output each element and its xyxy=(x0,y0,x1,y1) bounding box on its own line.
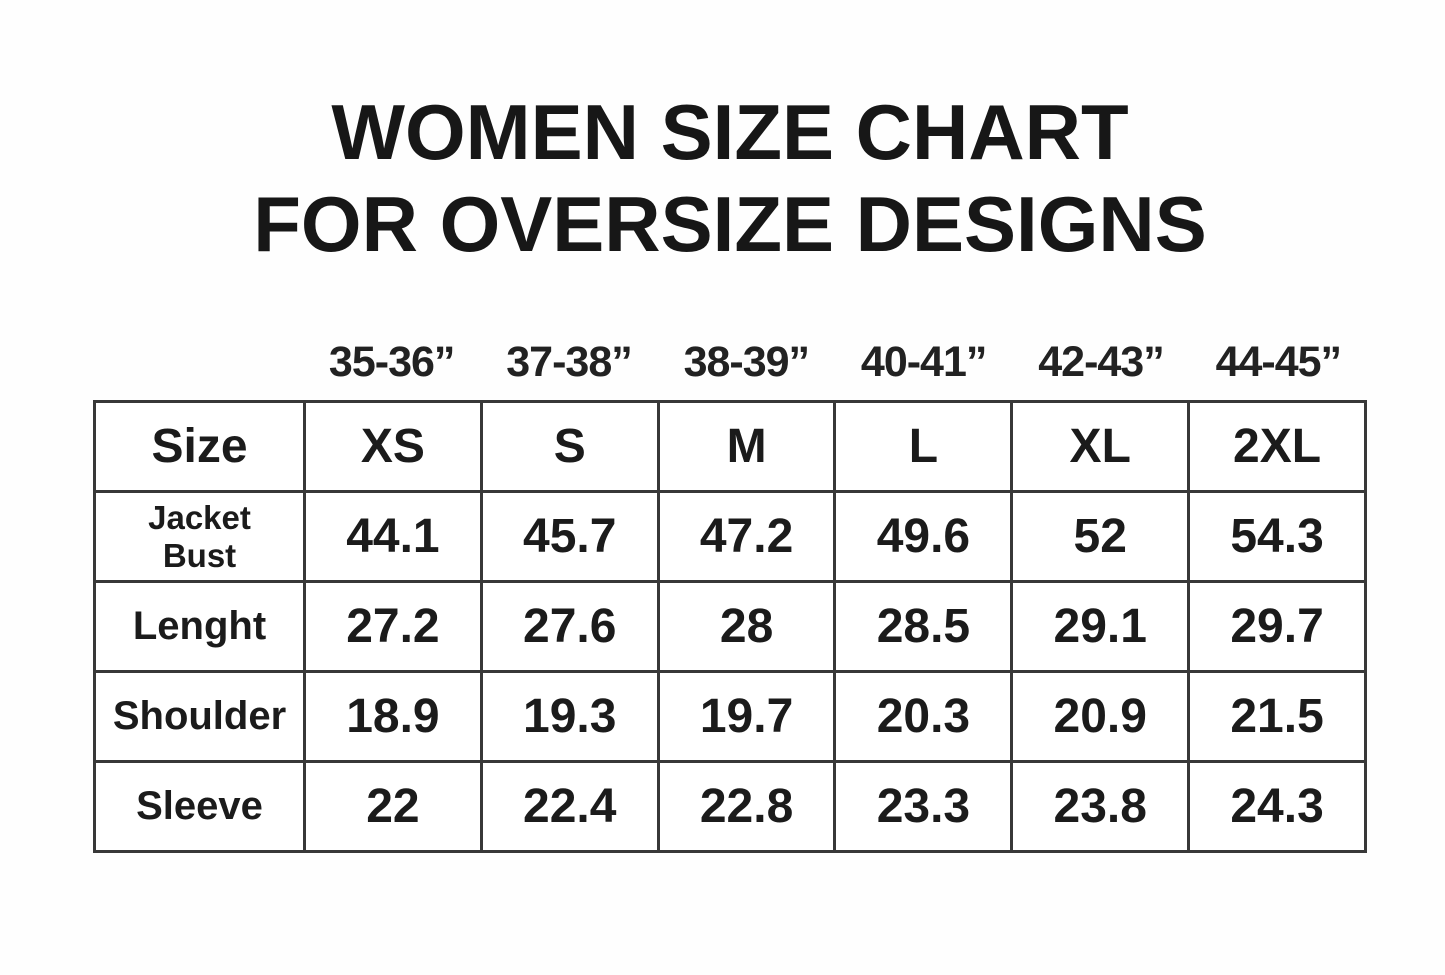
value-cell-jacket-bust-xl: 52 xyxy=(1012,492,1189,582)
column-header-size: Size xyxy=(95,402,305,492)
column-header-xl: XL xyxy=(1012,402,1189,492)
value-cell-shoulder-xs: 18.9 xyxy=(305,672,482,762)
value-cell-sleeve-m: 22.8 xyxy=(658,762,835,852)
value-cell-shoulder-2xl: 21.5 xyxy=(1189,672,1366,762)
row-label-jacket-bust-line-2: Bust xyxy=(162,536,237,574)
bust-range-label-xs: 35-36” xyxy=(328,338,455,386)
table-row-shoulder xyxy=(95,672,1366,762)
value-cell-jacket-bust-2xl: 54.3 xyxy=(1189,492,1366,582)
value-cell-shoulder-s: 19.3 xyxy=(481,672,658,762)
value-cell-lenght-2xl: 29.7 xyxy=(1189,582,1366,672)
page-title xyxy=(93,0,1367,270)
size-chart-content xyxy=(93,0,1367,853)
column-header-m: M xyxy=(658,402,835,492)
value-cell-sleeve-xl: 23.8 xyxy=(1012,762,1189,852)
value-cell-shoulder-m: 19.7 xyxy=(658,672,835,762)
table-header-row xyxy=(95,402,1366,492)
value-cell-jacket-bust-l: 49.6 xyxy=(835,492,1012,582)
value-cell-sleeve-xs: 22 xyxy=(305,762,482,852)
row-label-jacket-bust xyxy=(95,492,305,582)
bust-range-spacer xyxy=(93,336,303,388)
bust-range-row xyxy=(93,336,1367,388)
bust-range-label-m: 38-39” xyxy=(683,338,810,386)
bust-range-label-xl: 42-43” xyxy=(1038,338,1164,386)
value-cell-jacket-bust-xs: 44.1 xyxy=(305,492,482,582)
value-cell-shoulder-l: 20.3 xyxy=(835,672,1012,762)
value-cell-sleeve-2xl: 24.3 xyxy=(1189,762,1366,852)
bust-range-label-s: 37-38” xyxy=(506,338,632,386)
value-cell-lenght-xl: 29.1 xyxy=(1012,582,1189,672)
value-cell-lenght-l: 28.5 xyxy=(835,582,1012,672)
value-cell-sleeve-l: 23.3 xyxy=(835,762,1012,852)
column-header-s: S xyxy=(481,402,658,492)
column-header-xs: XS xyxy=(305,402,482,492)
table-row-sleeve xyxy=(95,762,1366,852)
value-cell-shoulder-xl: 20.9 xyxy=(1012,672,1189,762)
size-chart-table xyxy=(93,400,1367,853)
page-title-line-1: WOMEN SIZE CHART xyxy=(331,88,1129,176)
row-label-lenght: Lenght xyxy=(95,582,305,672)
row-label-sleeve: Sleeve xyxy=(95,762,305,852)
table-row-lenght xyxy=(95,582,1366,672)
row-label-jacket-bust-line-1: Jacket xyxy=(148,498,251,536)
column-header-2xl: 2XL xyxy=(1189,402,1366,492)
bust-range-label-l: 40-41” xyxy=(860,338,987,386)
value-cell-jacket-bust-m: 47.2 xyxy=(658,492,835,582)
value-cell-lenght-xs: 27.2 xyxy=(305,582,482,672)
value-cell-lenght-m: 28 xyxy=(658,582,835,672)
row-label-shoulder: Shoulder xyxy=(95,672,305,762)
column-header-l: L xyxy=(835,402,1012,492)
table-row-jacket-bust xyxy=(95,492,1366,582)
bust-range-label-2xl: 44-45” xyxy=(1215,338,1342,386)
value-cell-sleeve-s: 22.4 xyxy=(481,762,658,852)
value-cell-lenght-s: 27.6 xyxy=(481,582,658,672)
value-cell-jacket-bust-s: 45.7 xyxy=(481,492,658,582)
page-title-line-2: FOR OVERSIZE DESIGNS xyxy=(253,180,1207,268)
